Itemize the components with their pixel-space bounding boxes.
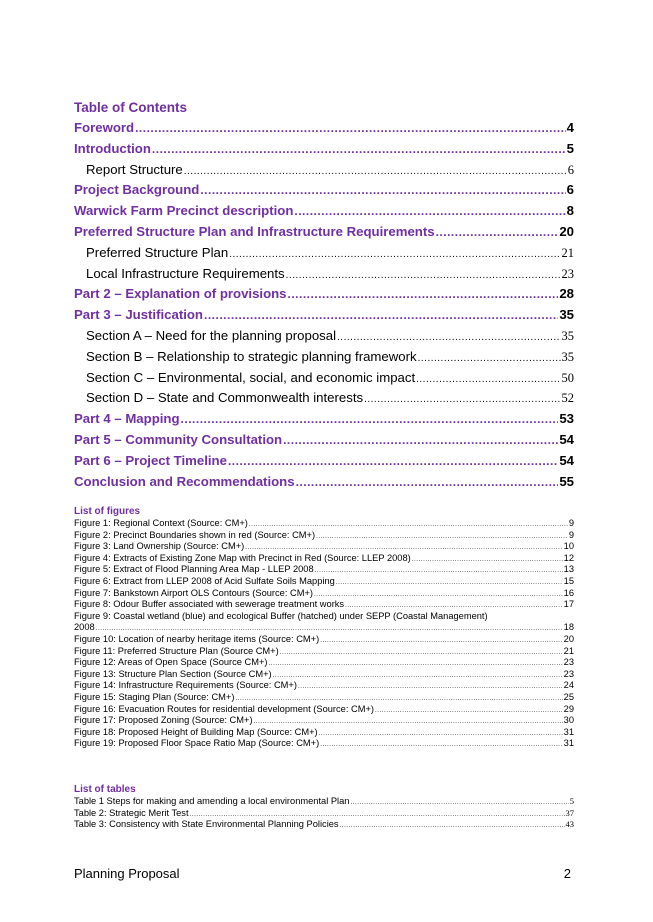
figure-entry-title: Figure 4: Extracts of Existing Zone Map with Precinct in Red (Source: LLEP 2008) [74,552,411,563]
toc-entry[interactable] [74,264,574,285]
toc-entry-page: 4 [566,120,574,135]
figure-entry-title: Figure 1: Regional Context (Source: CM+) [74,518,248,528]
dot-leader [337,328,560,347]
figure-entry-page: 18 [563,622,574,633]
toc-entry[interactable] [74,451,574,472]
toc-entry-page: 21 [561,245,574,260]
figure-entry[interactable] [74,704,574,716]
dot-leader [320,740,562,750]
figure-entry-title: 2008 [74,622,95,633]
figure-entry-page: 23 [563,657,574,668]
toc-entry-title: Section A – Need for the planning proposal [86,327,337,343]
dot-leader [204,305,558,326]
dot-leader [152,139,566,160]
figure-entry-title: Figure 12: Areas of Open Space (Source CM+) [74,657,268,668]
toc-entry[interactable] [74,243,574,264]
toc-entry[interactable] [74,430,574,451]
figure-entry-title: Figure 14: Infrastructure Requirements (Source: CM+) [74,680,297,691]
table-entry-page: 5 [569,796,574,806]
figure-entry-page: 21 [563,645,574,656]
table-entry-title: Table 3: Consistency with State Environmental Planning Policies [74,819,339,830]
dot-leader [269,659,563,669]
toc-entry-title: Conclusion and Recommendations [74,473,295,489]
dot-leader [316,532,568,542]
dot-leader [296,472,559,493]
toc-entry-page: 54 [559,431,574,447]
toc-entry-page: 5 [566,140,574,156]
figure-entry-page: 30 [563,715,574,726]
toc-entry-title: Part 2 – Explanation of provisions [74,286,287,302]
figure-entry[interactable] [74,646,574,658]
dot-leader [320,636,562,646]
figure-entry-page: 9 [568,529,574,540]
toc-entry-title: Part 5 – Community Consultation [74,431,283,447]
table-entry-page: 37 [565,807,574,818]
toc-entry[interactable] [74,388,574,409]
dot-leader [314,590,563,600]
toc-entry[interactable] [74,347,574,368]
toc-heading: Table of Contents [74,100,187,115]
dot-leader [229,245,560,264]
figure-entry-page: 25 [563,691,574,702]
toc-entry-title: Local Infrastructure Requirements [86,265,285,281]
table-entry[interactable] [74,819,574,831]
toc-entry[interactable] [74,118,574,139]
toc-entry[interactable] [74,284,574,305]
toc-entry[interactable] [74,139,574,160]
figure-entry-page: 13 [563,564,574,575]
figure-entry-title: Figure 13: Structure Plan Section (Source CM+) [74,668,272,679]
figure-entry-title: Figure 18: Proposed Height of Building Map (Source: CM+) [74,726,318,737]
dot-leader [336,578,563,588]
figure-entry-title: Figure 2: Precinct Boundaries shown in red (Source: CM+) [74,529,316,540]
figure-entry[interactable] [74,564,574,576]
figure-entry[interactable] [74,680,574,692]
figure-entry[interactable] [74,692,574,704]
toc-entry-title: Section B – Relationship to strategic planning framework [86,348,417,364]
dot-leader [245,543,562,553]
dot-leader [364,390,560,409]
figure-entry-page: 16 [563,587,574,598]
toc-entry-page: 54 [559,452,574,468]
dot-leader [416,370,560,389]
dot-leader [340,821,565,831]
table-of-contents [74,118,574,492]
figure-entry-page: 29 [563,703,574,714]
toc-entry[interactable] [74,201,574,222]
table-entry-title: Table 1 Steps for making and amending a local environmental Plan [74,796,350,806]
dot-leader [181,409,559,430]
dot-leader [298,682,563,692]
figure-entry[interactable] [74,576,574,588]
figure-entry-page: 15 [563,575,574,586]
figures-heading: List of figures [74,506,141,517]
toc-entry[interactable] [74,472,574,493]
table-entry-title: Table 2: Strategic Merit Test [74,807,189,818]
figure-entry-title: Figure 7: Bankstown Airport OLS Contours (Source: CM+) [74,587,313,598]
figure-entry[interactable] [74,541,574,553]
toc-entry-page: 52 [561,391,574,406]
figure-entry-page: 12 [563,552,574,563]
toc-entry[interactable] [74,180,574,201]
toc-entry-page: 35 [561,328,574,343]
dot-leader [235,694,562,704]
dot-leader [375,706,563,716]
figure-entry-title: Figure 8: Odour Buffer associated with sewerage treatment works [74,599,345,610]
toc-entry[interactable] [74,368,574,389]
figure-entry-title: Figure 6: Extract from LLEP 2008 of Acid Sulfate Soils Mapping [74,575,335,586]
toc-entry[interactable] [74,409,574,430]
figure-entry-title: Figure 17: Proposed Zoning (Source: CM+) [74,715,253,726]
dot-leader [319,729,563,739]
figure-entry-title: Figure 11: Preferred Structure Plan (Source CM+) [74,645,279,656]
dot-leader [273,671,563,681]
figure-entry-page: 23 [563,668,574,679]
toc-entry-title: Preferred Structure Plan [86,244,229,260]
figure-entry[interactable] [74,738,574,750]
toc-entry-page: 35 [559,307,574,323]
toc-entry-page: 53 [559,411,574,427]
figure-entry-page: 24 [563,680,574,691]
toc-entry[interactable] [74,305,574,326]
toc-entry-title: Part 6 – Project Timeline [74,452,227,468]
list-of-figures [74,518,574,750]
dot-leader [350,798,568,808]
figure-entry[interactable] [74,657,574,669]
toc-entry-title: Warwick Farm Precinct description [74,203,294,219]
figure-entry[interactable] [74,599,574,611]
dot-leader [135,118,566,139]
dot-leader [254,717,563,727]
figure-entry[interactable] [74,622,574,634]
dot-leader [418,349,561,368]
figure-entry[interactable] [74,634,574,646]
figure-entry[interactable] [74,727,574,739]
toc-entry-title: Part 3 – Justification [74,307,203,323]
dot-leader [286,266,561,285]
figure-entry-page: 17 [563,599,574,610]
dot-leader [315,566,563,576]
footer-page-number: 2 [563,866,571,881]
table-entry[interactable] [74,808,574,820]
toc-entry[interactable] [74,222,574,243]
dot-leader [345,601,563,611]
figure-entry-title: Figure 16: Evacuation Routes for residential development (Source: CM+) [74,703,374,714]
figure-entry-title: Figure 3: Land Ownership (Source: CM+) [74,541,245,552]
toc-entry-title: Preferred Structure Plan and Infrastructure Requirements [74,223,435,239]
table-entry[interactable] [74,796,574,808]
toc-entry-page: 55 [559,473,574,489]
list-of-tables [74,796,574,831]
dot-leader [280,648,563,658]
figure-entry-page: 20 [563,633,574,644]
dot-leader [96,624,563,634]
toc-entry-title: Project Background [74,182,200,198]
toc-entry[interactable] [74,326,574,347]
toc-entry-title: Part 4 – Mapping [74,411,180,427]
toc-entry[interactable] [74,160,574,181]
toc-entry-page: 6 [566,182,574,198]
dot-leader [294,201,565,222]
toc-entry-page: 8 [566,203,574,219]
figure-entry-title: Figure 10: Location of nearby heritage items (Source: CM+) [74,633,320,644]
toc-entry-title: Section D – State and Commonwealth interests [86,390,364,406]
toc-entry-title: Section C – Environmental, social, and economic impact [86,369,416,385]
dot-leader [184,162,567,181]
figure-entry-page: 9 [568,518,574,528]
figure-entry-title[interactable]: Figure 9: Coastal wetland (blue) and ecological Buffer (hatched) under SEPP (Coastal Management) [74,610,488,621]
figure-entry[interactable] [74,669,574,681]
figure-entry[interactable] [74,588,574,600]
table-entry-page: 43 [565,819,574,830]
dot-leader [190,810,565,820]
figure-entry-page: 31 [563,726,574,737]
dot-leader [288,284,559,305]
toc-entry-page: 20 [559,223,574,239]
figure-entry-title: Figure 19: Proposed Floor Space Ratio Map (Source: CM+) [74,738,320,749]
dot-leader [228,451,558,472]
dot-leader [412,555,563,565]
figure-entry-page: 10 [563,541,574,552]
figure-entry-title: Figure 5: Extract of Flood Planning Area Map - LLEP 2008 [74,564,314,575]
dot-leader [283,430,558,451]
figure-entry[interactable] [74,518,574,530]
toc-entry-page: 50 [561,370,574,385]
toc-entry-title: Introduction [74,140,151,156]
dot-leader [249,520,568,530]
toc-entry-page: 23 [561,266,574,281]
page-footer [74,866,571,881]
tables-heading: List of tables [74,784,136,795]
figure-entry[interactable] [74,553,574,565]
toc-entry-title: Report Structure [86,161,183,177]
dot-leader [200,180,565,201]
dot-leader [436,222,559,243]
toc-entry-page: 35 [561,349,574,364]
figure-entry-title: Figure 15: Staging Plan (Source: CM+) [74,691,235,702]
figure-entry[interactable] [74,530,574,542]
figure-entry[interactable] [74,715,574,727]
toc-entry-page: 6 [567,162,574,177]
toc-entry-page: 28 [559,286,574,302]
figure-entry-page: 31 [563,738,574,749]
toc-entry-title: Foreword [74,120,135,135]
footer-title: Planning Proposal [74,866,180,881]
